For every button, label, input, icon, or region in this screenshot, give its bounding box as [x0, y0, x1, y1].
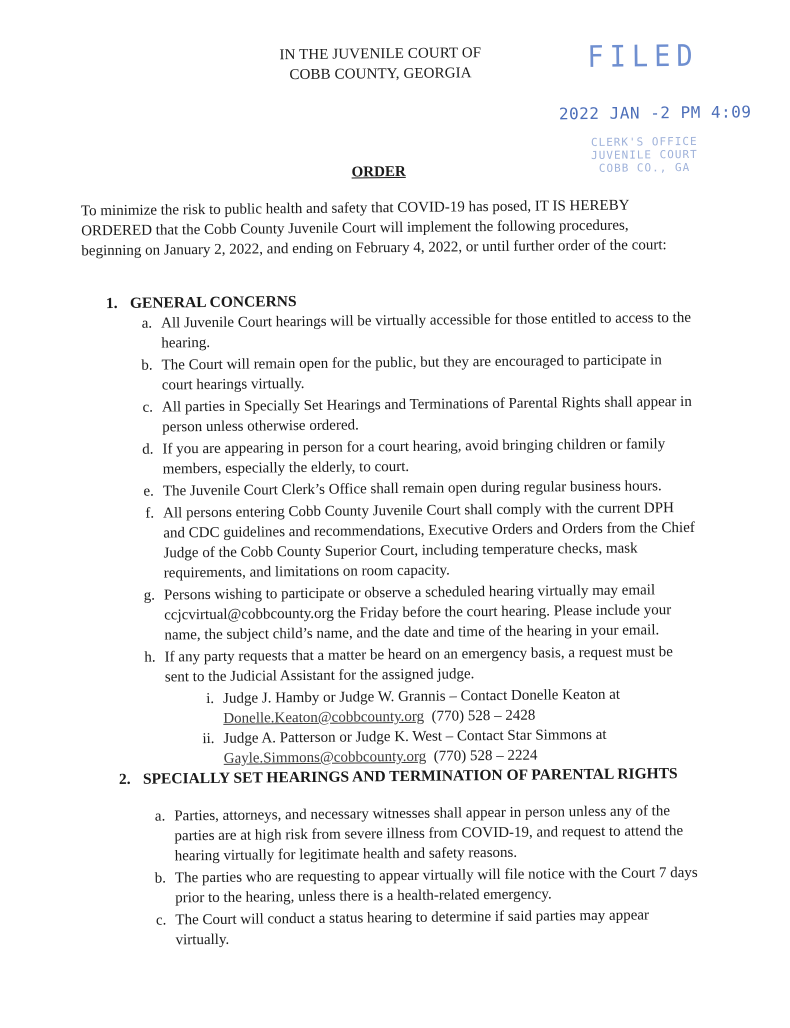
filed-stamp: FILED: [587, 39, 699, 75]
clerk-office-line3: COBB CO., GA: [598, 160, 691, 175]
item-marker: a.: [154, 808, 166, 825]
intro-paragraph: To minimize the risk to public health and safety that COVID-19 has posed, IT IS HEREBY ORDERED that the Cobb County Juvenile Court will implement the following procedures, beginning on January 2, 2022, and ending on February 4, 2022, or until further order of the court:: [80, 197, 667, 260]
sub-list-item: [190, 724, 698, 769]
list-item: [127, 392, 695, 438]
list-item: [126, 350, 694, 396]
item-text: The Court will conduct a status hearing to determine if said parties may appear virtually.: [175, 907, 650, 949]
clerk-office-line2: JUVENILE COURT: [590, 147, 698, 162]
item-text-body: If any party requests that a matter be heard on an emergency basis, a request must be sent to the Judicial Assistant for the assigned judge.: [164, 644, 673, 686]
subitem-text: [223, 725, 606, 769]
judge-contact-text: Judge A. Patterson or Judge K. West – Contact Star Simmons at: [223, 726, 607, 747]
item-marker: e.: [143, 483, 154, 500]
item-text: The Court will remain open for the public, but they are encouraged to participate in court hearings virtually.: [161, 352, 662, 394]
phone-number: (770) 528 – 2224: [433, 747, 538, 765]
phone-number: (770) 528 – 2428: [431, 707, 536, 725]
subitem-marker: ii.: [202, 730, 215, 748]
item-marker: c.: [142, 399, 154, 416]
sub-list-item: [190, 684, 698, 729]
item-marker: f.: [145, 505, 155, 522]
item-marker: g.: [143, 587, 156, 604]
list-item: [129, 580, 698, 646]
item-list: [126, 308, 699, 770]
court-caption-line2: COBB COUNTY, GEORGIA: [289, 65, 472, 84]
list-item: [140, 905, 700, 951]
clerk-office-stamp: [574, 135, 714, 175]
order-title: ORDER: [351, 163, 406, 181]
item-text: All parties in Specially Set Hearings and Terminations of Parental Rights shall appear in person unless otherwise ordered.: [161, 393, 692, 436]
filed-date-stamp: 2022 JAN -2 PM 4:09: [558, 102, 752, 124]
item-text: [165, 642, 699, 770]
item-marker: b.: [154, 870, 167, 887]
item-list: [139, 801, 700, 951]
subitem-list: [190, 684, 699, 769]
list-item: [128, 498, 697, 584]
item-marker: a.: [141, 315, 153, 332]
section-title: SPECIALLY SET HEARINGS AND TERMINATION OF PARENTAL RIGHTS: [142, 765, 678, 788]
item-text: If you are appearing in person for a court hearing, avoid bringing children or family members, especially the elderly, to court.: [162, 436, 666, 478]
list-item: [126, 308, 694, 354]
section-number: 2.: [118, 770, 131, 788]
item-marker: h.: [144, 649, 156, 666]
list-item: [130, 642, 699, 770]
list-item: [127, 434, 695, 480]
item-text: All Juvenile Court hearings will be virtually accessible for those entitled to access to the hearing.: [161, 309, 692, 352]
list-item: [139, 801, 700, 867]
clerk-office-line1: CLERK'S OFFICE: [590, 134, 698, 149]
item-marker: c.: [155, 912, 167, 929]
section-specially-set-hearings: [119, 764, 721, 953]
item-marker: b.: [141, 357, 153, 374]
email-link[interactable]: Donelle.Keaton@cobbcounty.org: [223, 708, 425, 727]
section-number: 1.: [105, 294, 118, 313]
section-general-concerns: [106, 288, 711, 772]
subitem-text: [223, 685, 620, 729]
item-text: All persons entering Cobb County Juvenile Court shall comply with the current DPH and CDC guidelines and recommendations, Executive Orders and Orders from the Chief Judge of the Cobb County Superior Court, including temperature checks, mask requirements, and limitations on room capacity.: [163, 500, 695, 582]
subitem-marker: i.: [206, 690, 215, 708]
section-title: GENERAL CONCERNS: [129, 293, 297, 312]
item-text: The Juvenile Court Clerk’s Office shall remain open during regular business hours.: [162, 478, 662, 500]
item-marker: d.: [142, 441, 154, 458]
item-text: Parties, attorneys, and necessary witnesses shall appear in person unless any of the parties are at high risk from severe illness from COVID-19, and request to attend the hearing virtually for legitimate health and safety reasons.: [174, 803, 684, 865]
judge-contact-text: Judge J. Hamby or Judge W. Grannis – Contact Donelle Keaton at: [222, 686, 621, 707]
email-link[interactable]: Gayle.Simmons@cobbcounty.org: [223, 748, 427, 767]
list-item: [140, 863, 700, 909]
court-caption: [235, 43, 525, 86]
item-text: Persons wishing to participate or observe a scheduled hearing virtually may email ccjcvirtual@cobbcounty.org the Friday before the court hearing. Please include your name, the subject child’s name, and the date and time of the hearing in your email.: [163, 582, 672, 644]
court-caption-line1: IN THE JUVENILE COURT OF: [279, 45, 482, 64]
item-text: The parties who are requesting to appear virtually will file notice with the Court 7 days prior to the hearing, unless there is a health-related emergency.: [174, 864, 698, 907]
